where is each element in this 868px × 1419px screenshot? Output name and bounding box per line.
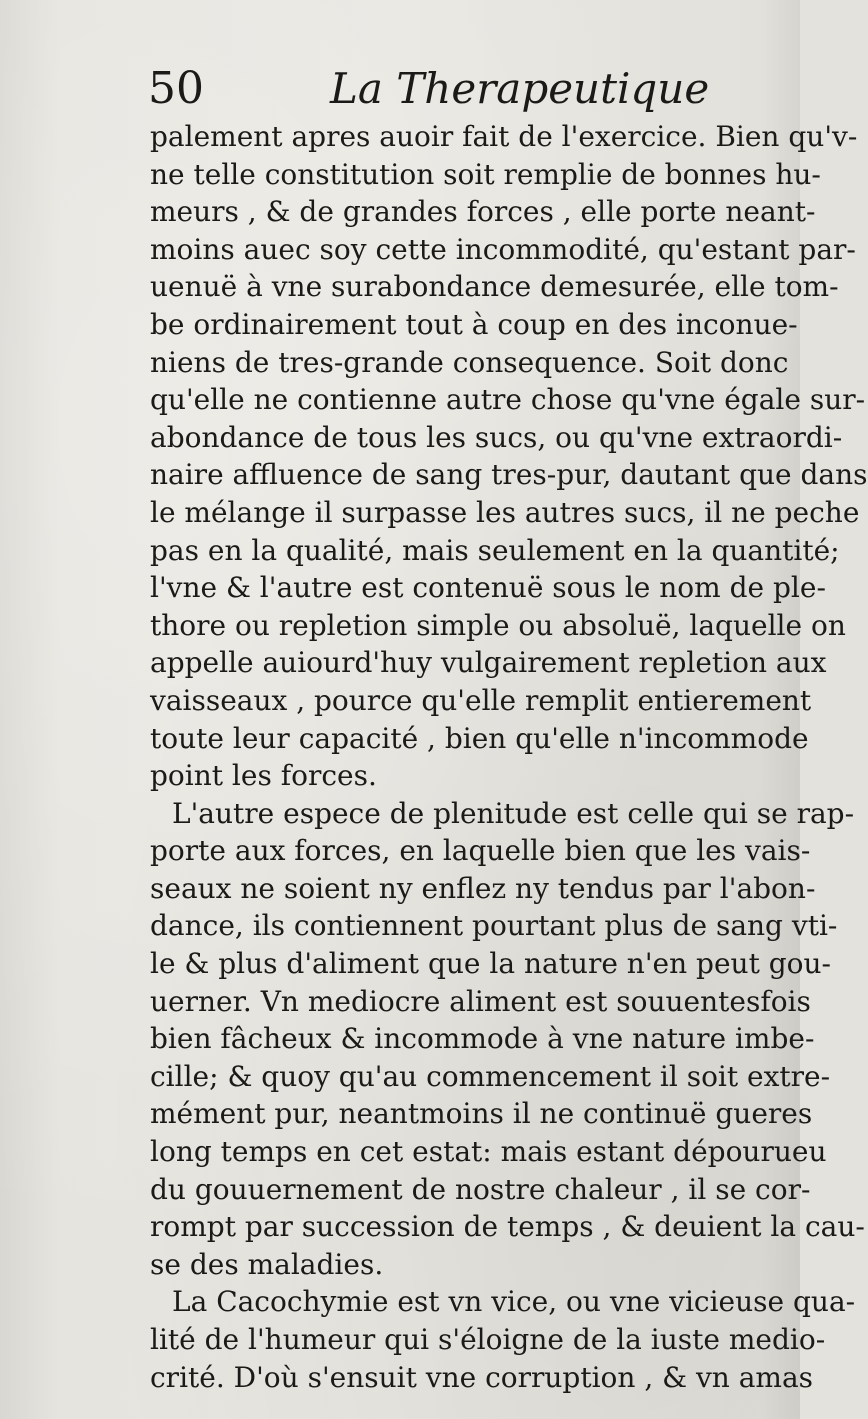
text-line: uenuë à vne surabondance demesurée, elle tom- xyxy=(150,270,839,304)
text-line: crité. D'où s'ensuit vne corruption , & vn amas xyxy=(150,1360,814,1394)
text-line: le mélange il surpasse les autres sucs, il ne peche xyxy=(150,495,860,529)
running-title: La Therapeutique xyxy=(330,64,710,113)
text-line: be ordinairement tout à coup en des inconue- xyxy=(150,307,798,341)
text-line: thore ou repletion simple ou absoluë, laquelle on xyxy=(150,608,846,642)
text-line: toute leur capacité , bien qu'elle n'incommode xyxy=(150,721,809,755)
text-line: moins auec soy cette incommodité, qu'estant par- xyxy=(150,232,856,266)
paragraph-plethora xyxy=(150,118,868,795)
text-line: pas en la qualité, mais seulement en la quantité; xyxy=(150,533,840,567)
text-line: palement apres auoir fait de l'exercice. Bien qu'v- xyxy=(150,120,858,153)
text-line: L'autre espece de plenitude est celle qui se rap- xyxy=(172,796,855,830)
show-through-ink-mark: ​ xyxy=(2,820,14,894)
text-line: le & plus d'aliment que la nature n'en peut gou- xyxy=(150,947,831,981)
page-number: 50 xyxy=(148,63,204,114)
text-line: bien fâcheux & incommode à vne nature imbe- xyxy=(150,1022,815,1056)
text-line: cille; & quoy qu'au commencement il soit extre- xyxy=(150,1059,831,1093)
text-line: point les forces. xyxy=(150,759,377,793)
text-line: porte aux forces, en laquelle bien que les vais- xyxy=(150,834,811,868)
text-line: dance, ils contiennent pourtant plus de sang vti- xyxy=(150,909,838,943)
paragraph-plenitude xyxy=(150,795,865,1284)
text-line: l'vne & l'autre est contenuë sous le nom de ple- xyxy=(150,571,826,605)
text-line: qu'elle ne contienne autre chose qu'vne égale sur- xyxy=(150,383,866,417)
paragraph-cacochymie xyxy=(150,1283,856,1396)
text-line: meurs , & de grandes forces , elle porte neant- xyxy=(150,195,816,229)
text-line: seaux ne soient ny enflez ny tendus par l'abon- xyxy=(150,871,816,905)
text-line: lité de l'humeur qui s'éloigne de la iuste medio- xyxy=(150,1323,826,1356)
text-line: La Cacochymie est vn vice, ou vne vicieuse qua- xyxy=(172,1285,856,1319)
text-line: long temps en cet estat: mais estant dépourueu xyxy=(150,1135,827,1169)
page-header xyxy=(148,64,778,114)
text-line: du gouuernement de nostre chaleur , il se cor- xyxy=(150,1172,811,1206)
text-line: vaisseaux , pource qu'elle remplit entierement xyxy=(150,683,812,717)
text-line: appelle auiourd'huy vulgairement repletion aux xyxy=(150,646,827,680)
text-line: se des maladies. xyxy=(150,1247,384,1281)
text-line: abondance de tous les sucs, ou qu'vne extraordi- xyxy=(150,420,843,454)
body-text xyxy=(150,118,868,1396)
text-line: ne telle constitution soit remplie de bonnes hu- xyxy=(150,157,821,191)
text-line: naire affluence de sang tres-pur, dautant que dans xyxy=(150,458,868,492)
text-line: uerner. Vn mediocre aliment est souuentesfois xyxy=(150,984,811,1018)
text-line: niens de tres-grande consequence. Soit donc xyxy=(150,345,789,379)
text-line: mément pur, neantmoins il ne continuë gueres xyxy=(150,1097,813,1131)
text-line: rompt par succession de temps , & deuient la cau- xyxy=(150,1210,865,1244)
